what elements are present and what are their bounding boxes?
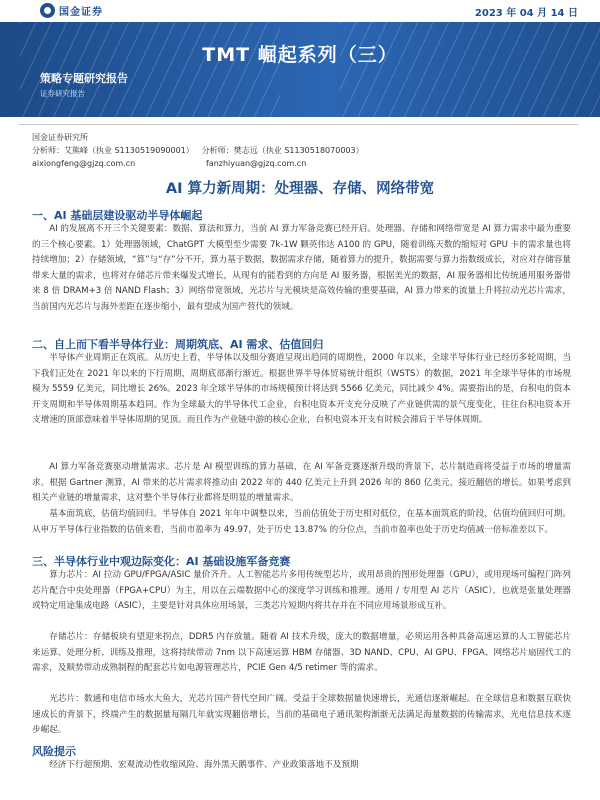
banner-decoration-right: [340, 22, 600, 117]
report-type: 策略专题研究报告: [40, 72, 128, 85]
section-paragraph: 基本面筑底，估值均值回归。半导体自 2021 年年中调整以来，当前估值处于历史相对低位，在基本面筑底的阶段，估值均值回归可期。从申万半导体行业指数的估值来看，当前市盈率为 49.97，处于历史 13.87% 的分位点，当前市盈率也处于历史均值减一倍标准差以下。: [32, 509, 571, 535]
brand-logo-icon: [40, 3, 55, 18]
main-heading: AI 算力新周期：处理器、存储、网络带宽: [165, 181, 435, 197]
report-date: 2023 年 04 月 14 日: [474, 8, 578, 19]
section-paragraph: AI 的发展离不开三个关键要素：数据、算法和算力，当前 AI 算力军备竞赛已经开启。处理器、存储和网络带宽是 AI 算力需求中最为重要的三个核心要素。1）处理器领域，ChatGPT 大模型至少需要 7k-1W 颗英伟达 A100 的 GPU，随着训练天数的缩短对 GPU 卡的需求量也将持续增加；2）存储领域，“算”与“存”分不开，算力基于数据，数据需求存储，随着算力的提升，数据需要与算力指数级成长，对应对存储容量带来大量的需求，也将对存储芯片带来爆发式增长，从现有的能看到的方向是 AI 服务器，根据美光的数据，AI 服务器相比传统通用服务器带来 8 倍 DRAM+3 倍 NAND Flash；3）网络带宽领域，光芯片与光模块是高效传输的重要基础，AI 算力带来的流量上升将拉动光芯片需求，当前国内光芯片与海外差距在逐步缩小，最有望成为国产替代的领域。: [32, 224, 571, 312]
section-paragraph: 算力芯片：AI 拉动 GPU/FPGA/ASIC 量价齐升。人工智能芯片多用传统型芯片，或用昂贵的图形处理器（GPU），或用现场可编程门阵列芯片配合中央处理器（FPGA+CPU）为主，用以在云端数据中心的深度学习训练和推理。通用 / 专用型 AI 芯片（ASIC），也就是张量处理器或特定用途集成电路（ASIC），主要是针对具体应用场景，三类芯片短期内将共存并在不同应用场景形成互补。: [32, 570, 571, 612]
analyst-1: 分析师：艾熊峰（执业 S1130519090001）: [32, 146, 194, 155]
analyst-2: 分析师：樊志远（执业 S1130518070003）: [201, 146, 364, 155]
section-paragraph: 半导体产业周期正在筑底。从历史上看，半导体以及细分赛道呈现出趋同的周期性，2000 年以来，全球半导体行业已经历多轮周期，当下我们正处在 2021 年以来的下行周期，周期底部渐行渐近。根据世界半导体贸易统计组织（WSTS）的数据，2021 年全球半导体的市场规模为 5559 亿美元，同比增长 26%。2023 年全球半导体的市场规模预计将达到 5566 亿美元，同比减少 4%。需要指出的是，台积电的资本开支周期和半导体周期基本趋同。作为全球最大的半导体代工企业，台积电资本开支充分反映了产业链供需的景气度变化，往往台积电资本开支增速的顶部意味着半导体周期的见顶。而且作为产业链中游的核心企业，台积电资本开支有时候会滞后于半导体周期。: [32, 353, 571, 426]
section-paragraph: 存储芯片：存储板块有望迎来拐点，DDR5 内存放量。随着 AI 技术升级，庞大的数据增量，必须运用各种具备高速运算的人工智能芯片来运算、处理分析、训练及推理，这将持续带动 7nm 以下高速运算 HBM 存储器、3D NAND、CPU、AI GPU、FPGA、网络芯片扇固代工的需求，及顺势带动成熟制程的配套芯片如电源管理芯片，PCIE Gen 4/5 retimer 等的需求。: [32, 632, 571, 674]
report-title: TMT 崛起系列（三）: [202, 44, 398, 66]
section-paragraph: 经济下行超预期、宏观流动性收缩风险、海外黑天鹅事件、产业政策落地不及预期: [49, 760, 359, 770]
section-heading: 二、自上而下看半导体行业：周期筑底、AI 需求、估值回归: [32, 338, 324, 351]
section-heading: 三、半导体行业中观边际变化：AI 基础设施军备竞赛: [32, 555, 291, 568]
analyst-1-email[interactable]: aixiongfeng@gjzq.com.cn: [32, 159, 136, 168]
report-category: 证券研究报告: [40, 89, 85, 98]
brand-logo: [40, 3, 103, 18]
brand-name: 国金证券: [59, 7, 103, 18]
section-paragraph: 光芯片：数通和电信市场水大鱼大，光芯片国产替代空间广阔。受益于全球数据量快速增长，光通信逐渐崛起。在全球信息和数据互联快速成长的背景下，终端产生的数据量每隔几年就实现翻倍增长，当前的基础电子通讯架构渐渐无法满足海量数据的传输需求，光电信息技术逐步崛起。: [32, 694, 571, 736]
header-banner: [0, 0, 600, 117]
analyst-2-email[interactable]: fanzhiyuan@gjzq.com.cn: [206, 159, 307, 168]
author-info: [32, 131, 364, 170]
section-paragraph: AI 算力军备竞赛驱动增量需求。芯片是 AI 模型训练的算力基础，在 AI 军备竞赛逐渐升级的背景下，芯片制造商将受益于市场的增量需求。根据 Gartner 测算，AI 带来的芯片需求将推动由 2022 年的 440 亿美元上升到 2026 年的 860 亿美元，接近翻倍的增长。如果考虑到相关产业链的增量需求，这对整个半导体行业都将是明显的增量需求。: [32, 462, 571, 504]
header-divider: [18, 124, 578, 125]
section-heading: 一、AI 基础层建设驱动半导体崛起: [32, 209, 203, 222]
institute-name: 国金证券研究所: [32, 133, 88, 142]
section-heading: 风险提示: [32, 745, 76, 758]
